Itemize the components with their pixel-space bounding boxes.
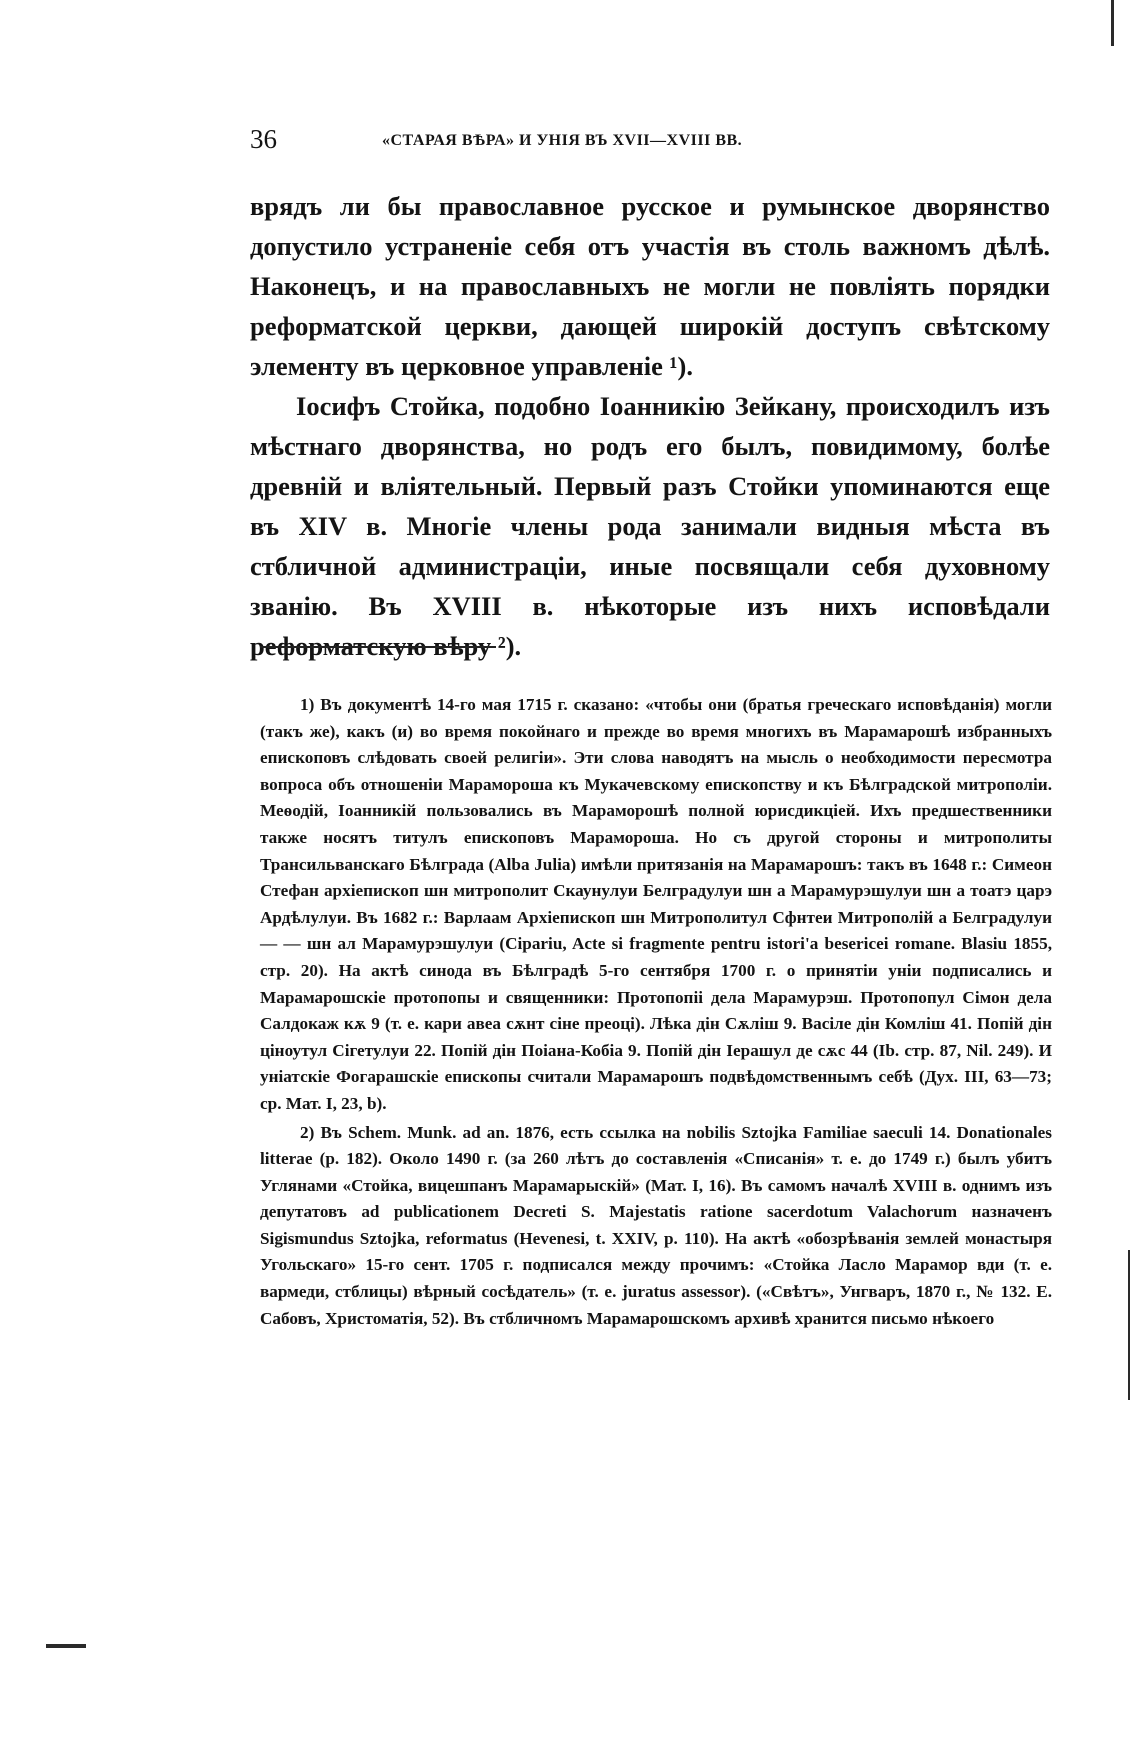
page-number: 36	[250, 124, 277, 154]
footnote: 2) Въ Schem. Munk. ad an. 1876, есть ссылка на nobilis Sztojka Familiae saeculi 14. Donationales litterae (p. 182). Около 1490 г. (за 260 лѣтъ до составленія «Списанія» т. е. до 1749 г.) былъ убитъ Углянами «Стойка, вицешпанъ Марамарыскій» (Мат. I, 16). Въ самомъ началѣ XVIII в. однимъ изъ депутатовъ ad publicationem Decreti S. Majestatis ratione sacerdotum Valachorum назначенъ Sigismundus Sztojka, reformatus (Hevenesi, t. XXIV, p. 110). На актѣ «обозрѣванія землей монастыря Угольскаго» 15-го сент. 1705 г. подписался между прочимъ: «Стойка Ласло Марамор вди (т. е. вармеди, стблицы) вѣрный сосѣдатель» (т. е. juratus assessor). («Свѣтъ», Унгваръ, 1870 г., № 132. Е. Сабовъ, Христоматія, 52). Въ стбличномъ Марамарошскомъ архивѣ хранится письмо нѣкоего	[260, 1122, 1052, 1328]
footnote: 1) Въ документѣ 14-го мая 1715 г. сказано: «чтобы они (братья греческаго исповѣданія) могли (такъ же), какъ (и) во время покойнаго и прежде во время многихъ въ Марамарошѣ избранныхъ епископовъ слѣдовать своей религіи». Эти слова наводятъ на мысль о необходимости пересмотра вопроса объ отношеніи Марамороша къ Мукачевскому епископству и къ Бѣлградской митрополіи. Меѳодій, Іоанникій пользовались въ Мараморошѣ полной юрисдикціей. Ихъ предшественники также носятъ титулъ епископовъ Марамороша. Но съ другой стороны и митрополиты Трансильванскаго Бѣлграда (Alba Julia) имѣли притязанія на Марамарошъ: такъ въ 1648 г.: Симеон Стефан архіепископ шн митрополит Скаунулуи Белградулуи шн а Марамурэшулуи шн а тоатэ царэ Ардѣлулуи. Въ 1682 г.: Варлаам Архіепископ шн Митрополитул Сфнтеи Митрополій а Белградулуи — — шн ал Марамурэшулуи (Ciparіu, Acte si fragmente pentru istori'a besericei romane. Blasiu 1855, стр. 20). На актѣ синода въ Бѣлградѣ 5-го сентября 1700 г. о принятіи уніи подписались и Марамарошскіе протопопы и священники: Протопопіі дела Марамурэш. Протопопул Сімон дела Салдокаж кѫ 9 (т. е. кари авеа сѫнт сіне преоці). Лѣка дін Сѫліш 9. Васіле дін Комліш 41. Попій дін ціноутул Сігетулуи 22. Попій дін Поіана-Кобіа 9. Попій дін Іерашул де сѫс 44 (Ib. стр. 87, Nil. 249). И уніатскіе Фогарашскіе епископы считали Марамарошъ подвѣдомственнымъ себѣ (Дух. III, 63—73; ср. Мат. І, 23, b).	[260, 695, 1052, 1113]
footnote-divider	[260, 646, 496, 648]
page-header	[250, 124, 1050, 164]
paragraph: врядъ ли бы православное русское и румынское дворянство допустило устраненіе себя отъ участія въ столь важномъ дѣлѣ. Наконецъ, и на православныхъ не могли не повліять порядки реформатской церкви, дающей широкій доступъ свѣтскому элементу въ церковное управленіе ¹).	[250, 191, 1050, 381]
running-title: «СТАРАЯ ВѢРА» И УНІЯ ВЪ XVII—XVIII ВВ.	[382, 132, 743, 149]
scan-edge-mark	[1128, 1250, 1130, 1400]
footnotes	[260, 692, 1052, 1332]
scan-edge-mark	[1111, 0, 1114, 46]
scan-edge-mark	[46, 1644, 86, 1648]
paragraph: Іосифъ Стойка, подобно Іоанникію Зейкану, происходилъ изъ мѣстнаго дворянства, но родъ его былъ, повидимому, болѣе древній и вліятельный. Первый разъ Стойки упоминаются еще въ XIV в. Многіе члены рода занимали видныя мѣста въ стбличной администраціи, иные посвящали себя духовному званію. Въ XVIII в. нѣкоторые изъ нихъ исповѣдали реформатскую вѣру ²).	[250, 391, 1050, 661]
main-text	[250, 186, 1050, 666]
